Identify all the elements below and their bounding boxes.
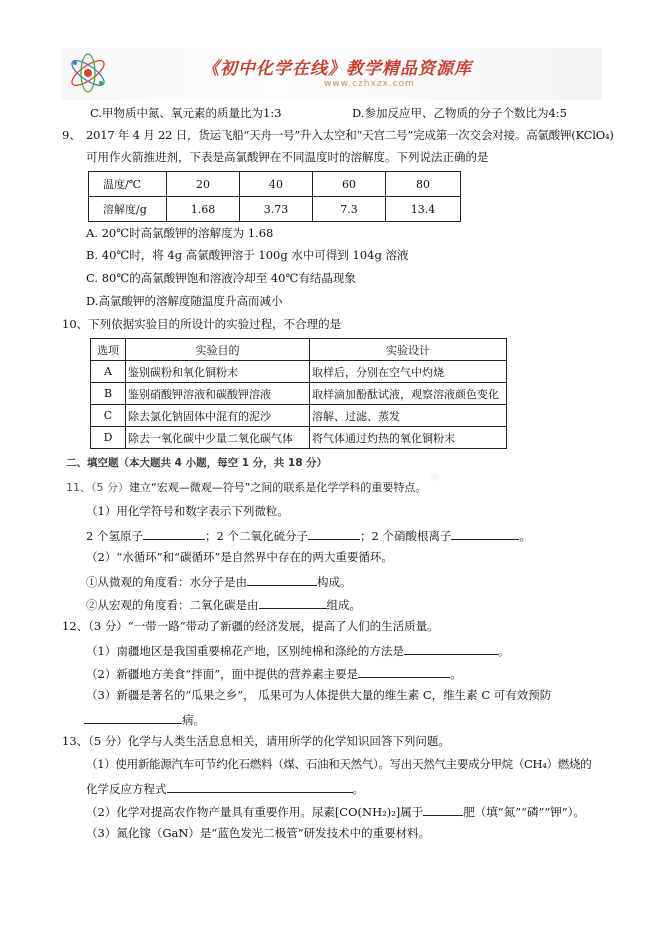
q9-option-b: B. 40℃时，将 4g 高氯酸钾溶于 100g 水中可得到 104g 溶液 bbox=[86, 248, 409, 262]
section-heading: 二、填空题（本大题共 4 小题，每空 1 分，共 18 分） bbox=[66, 457, 328, 469]
q12-part3: （3）新疆是著名的“瓜果之乡”， 瓜果可为人体提供大量的维生素 C，维生素 C 可有效预防 bbox=[86, 688, 552, 702]
atom-logo-icon bbox=[66, 50, 110, 96]
q12-part3-cont bbox=[84, 711, 205, 728]
q11-part2b-end: 组成。 bbox=[326, 598, 361, 612]
q9-option-c: C. 80℃的高氯酸钾饱和溶液冷却至 40℃有结晶现象 bbox=[86, 271, 356, 285]
solubility-cell: 3.73 bbox=[240, 197, 313, 222]
q11-number: 11、（5 分） bbox=[66, 481, 129, 494]
option-cell: C bbox=[91, 405, 126, 427]
answer-blank[interactable] bbox=[84, 711, 182, 724]
goal-cell: 除去一氧化碳中少量二氧化碳气体 bbox=[126, 427, 310, 449]
watermark: ✻ bbox=[430, 471, 440, 484]
design-cell: 溶解、过滤、蒸发 bbox=[310, 405, 507, 427]
banner-url: www.czhxzx.com bbox=[324, 79, 415, 89]
q13-part2 bbox=[86, 803, 585, 820]
answer-blank[interactable] bbox=[358, 665, 450, 678]
temperature-label: 温度/℃ bbox=[89, 172, 167, 197]
q11-part2b bbox=[86, 596, 361, 613]
q11-blank3-label: ；2 个硝酸根离子 bbox=[359, 529, 452, 543]
q11-part1-blanks bbox=[86, 527, 531, 544]
solubility-cell: 13.4 bbox=[386, 197, 461, 222]
q11-part2a-end: 构成。 bbox=[317, 575, 352, 589]
q13-part1b bbox=[86, 780, 364, 797]
goal-cell: 鉴别硝酸钾溶液和碳酸钾溶液 bbox=[126, 383, 310, 405]
table-row bbox=[91, 405, 507, 427]
q11-period: 。 bbox=[519, 529, 531, 543]
answer-blank[interactable] bbox=[167, 780, 353, 793]
goal-cell: 鉴别碳粉和氧化铜粉末 bbox=[126, 361, 310, 383]
goal-cell: 除去氯化钠固体中混有的泥沙 bbox=[126, 405, 310, 427]
answer-blank[interactable] bbox=[423, 803, 463, 816]
q8-option-c: C.甲物质中氮、氧元素的质量比为1:3 bbox=[90, 106, 282, 120]
q12-stem: 12、（3 分）“一带一路”带动了新疆的经济发展，提高了人们的生活质量。 bbox=[62, 619, 439, 633]
q11-part2: （2）“水循环”和“碳循环”是自然界中存在的两大重要循环。 bbox=[86, 550, 393, 564]
q13-part1: （1）使用新能源汽车可节约化石燃料（煤、石油和天然气）。写出天然气主要成分甲烷（CH₄）燃烧的 bbox=[86, 757, 592, 771]
q9-option-a: A. 20℃时高氯酸钾的溶解度为 1.68 bbox=[86, 226, 274, 240]
q12-part2-end: 。 bbox=[450, 667, 462, 681]
table-row bbox=[91, 383, 507, 405]
design-cell: 取样滴加酚酞试液，观察溶液颜色变化 bbox=[310, 383, 507, 405]
header-design: 实验设计 bbox=[310, 339, 507, 361]
q8-option-d: D.参加反应甲、乙物质的分子个数比为4:5 bbox=[352, 106, 567, 120]
design-cell: 取样后，分别在空气中灼烧 bbox=[310, 361, 507, 383]
answer-blank[interactable] bbox=[247, 573, 317, 586]
q11-blank2-label: ；2 个二氧化硫分子 bbox=[204, 529, 308, 543]
table-row bbox=[89, 172, 461, 197]
answer-blank[interactable] bbox=[451, 527, 519, 540]
q9-stem-line2: 可用作火箭推进剂，下表是高氯酸钾在不同温度时的溶解度。下列说法正确的是 bbox=[86, 150, 489, 164]
q11-part2a bbox=[86, 573, 352, 590]
q13-part3: （3）氮化镓（GaN）是“蓝色发光二极管”研发技术中的重要材料。 bbox=[86, 826, 431, 840]
table-row bbox=[91, 361, 507, 383]
q11-stem-line bbox=[66, 480, 426, 495]
design-cell: 将气体通过灼热的氧化铜粉末 bbox=[310, 427, 507, 449]
banner-title: 《初中化学在线》教学精品资源库 bbox=[202, 59, 472, 79]
q13-part2-label: （2）化学对提高农作物产量具有重要作用。尿素[CO(NH₂)₂]属于 bbox=[86, 805, 424, 819]
q12-part1-label: （1）南疆地区是我国重要棉花产地，区别纯棉和涤纶的方法是 bbox=[86, 644, 404, 658]
answer-blank[interactable] bbox=[259, 596, 327, 609]
header-banner bbox=[62, 48, 602, 100]
temp-cell: 20 bbox=[167, 172, 240, 197]
q9-option-d: D.高氯酸钾的溶解度随温度升高而减小 bbox=[86, 294, 283, 308]
q12-part2 bbox=[86, 665, 462, 682]
q13-part1b-label: 化学反应方程式 bbox=[86, 782, 167, 796]
answer-blank[interactable] bbox=[143, 527, 205, 540]
solubility-label: 溶解度/g bbox=[89, 197, 167, 222]
header-goal: 实验目的 bbox=[126, 339, 310, 361]
q9-number: 9、 bbox=[62, 128, 81, 142]
q12-part1-end: 。 bbox=[497, 644, 510, 658]
q13-stem: 13、（5 分）化学与人类生活息息相关，请用所学的化学知识回答下列问题。 bbox=[62, 734, 450, 748]
solubility-cell: 1.68 bbox=[167, 197, 240, 222]
option-cell: B bbox=[91, 383, 126, 405]
header-option: 选项 bbox=[91, 339, 126, 361]
q11-stem: 建立“宏观—微观—符号”之间的联系是化学学科的重要特点。 bbox=[129, 481, 427, 494]
temp-cell: 80 bbox=[386, 172, 461, 197]
answer-blank[interactable] bbox=[404, 642, 498, 655]
q9-stem-line1: 2017 年 4 月 22 日，货运飞船“天舟一号”升入太空和“天宫二号”完成第一次交会对接。高氯酸钾(KClO₄) bbox=[86, 128, 614, 142]
option-cell: D bbox=[91, 427, 126, 449]
q11-blank1-label: 2 个氢原子 bbox=[86, 529, 143, 543]
temp-cell: 40 bbox=[240, 172, 313, 197]
q13-part1b-end: 。 bbox=[352, 782, 364, 796]
q10-stem: 10、下列依据实验目的所设计的实验过程，不合理的是 bbox=[62, 317, 342, 331]
q11-part2a-label: ①从微观的角度看：水分子是由 bbox=[86, 575, 247, 589]
solubility-cell: 7.3 bbox=[313, 197, 386, 222]
experiment-table bbox=[90, 338, 507, 449]
table-row bbox=[91, 427, 507, 449]
temp-cell: 60 bbox=[313, 172, 386, 197]
q12-part3-end: 病。 bbox=[182, 713, 205, 727]
q11-part1: （1）用化学符号和数字表示下列微粒。 bbox=[86, 504, 289, 518]
q12-part1 bbox=[86, 642, 509, 659]
option-cell: A bbox=[91, 361, 126, 383]
table-row bbox=[91, 339, 507, 361]
answer-blank[interactable] bbox=[308, 527, 360, 540]
table-row bbox=[89, 197, 461, 222]
q11-part2b-label: ②从宏观的角度看：二氧化碳是由 bbox=[86, 598, 259, 612]
q13-part2-end: 肥（填“氮”“磷”“钾”）。 bbox=[463, 805, 585, 819]
solubility-table bbox=[88, 171, 461, 222]
q12-part2-label: （2）新疆地方美食“拌面”，面中提供的营养素主要是 bbox=[86, 667, 359, 681]
